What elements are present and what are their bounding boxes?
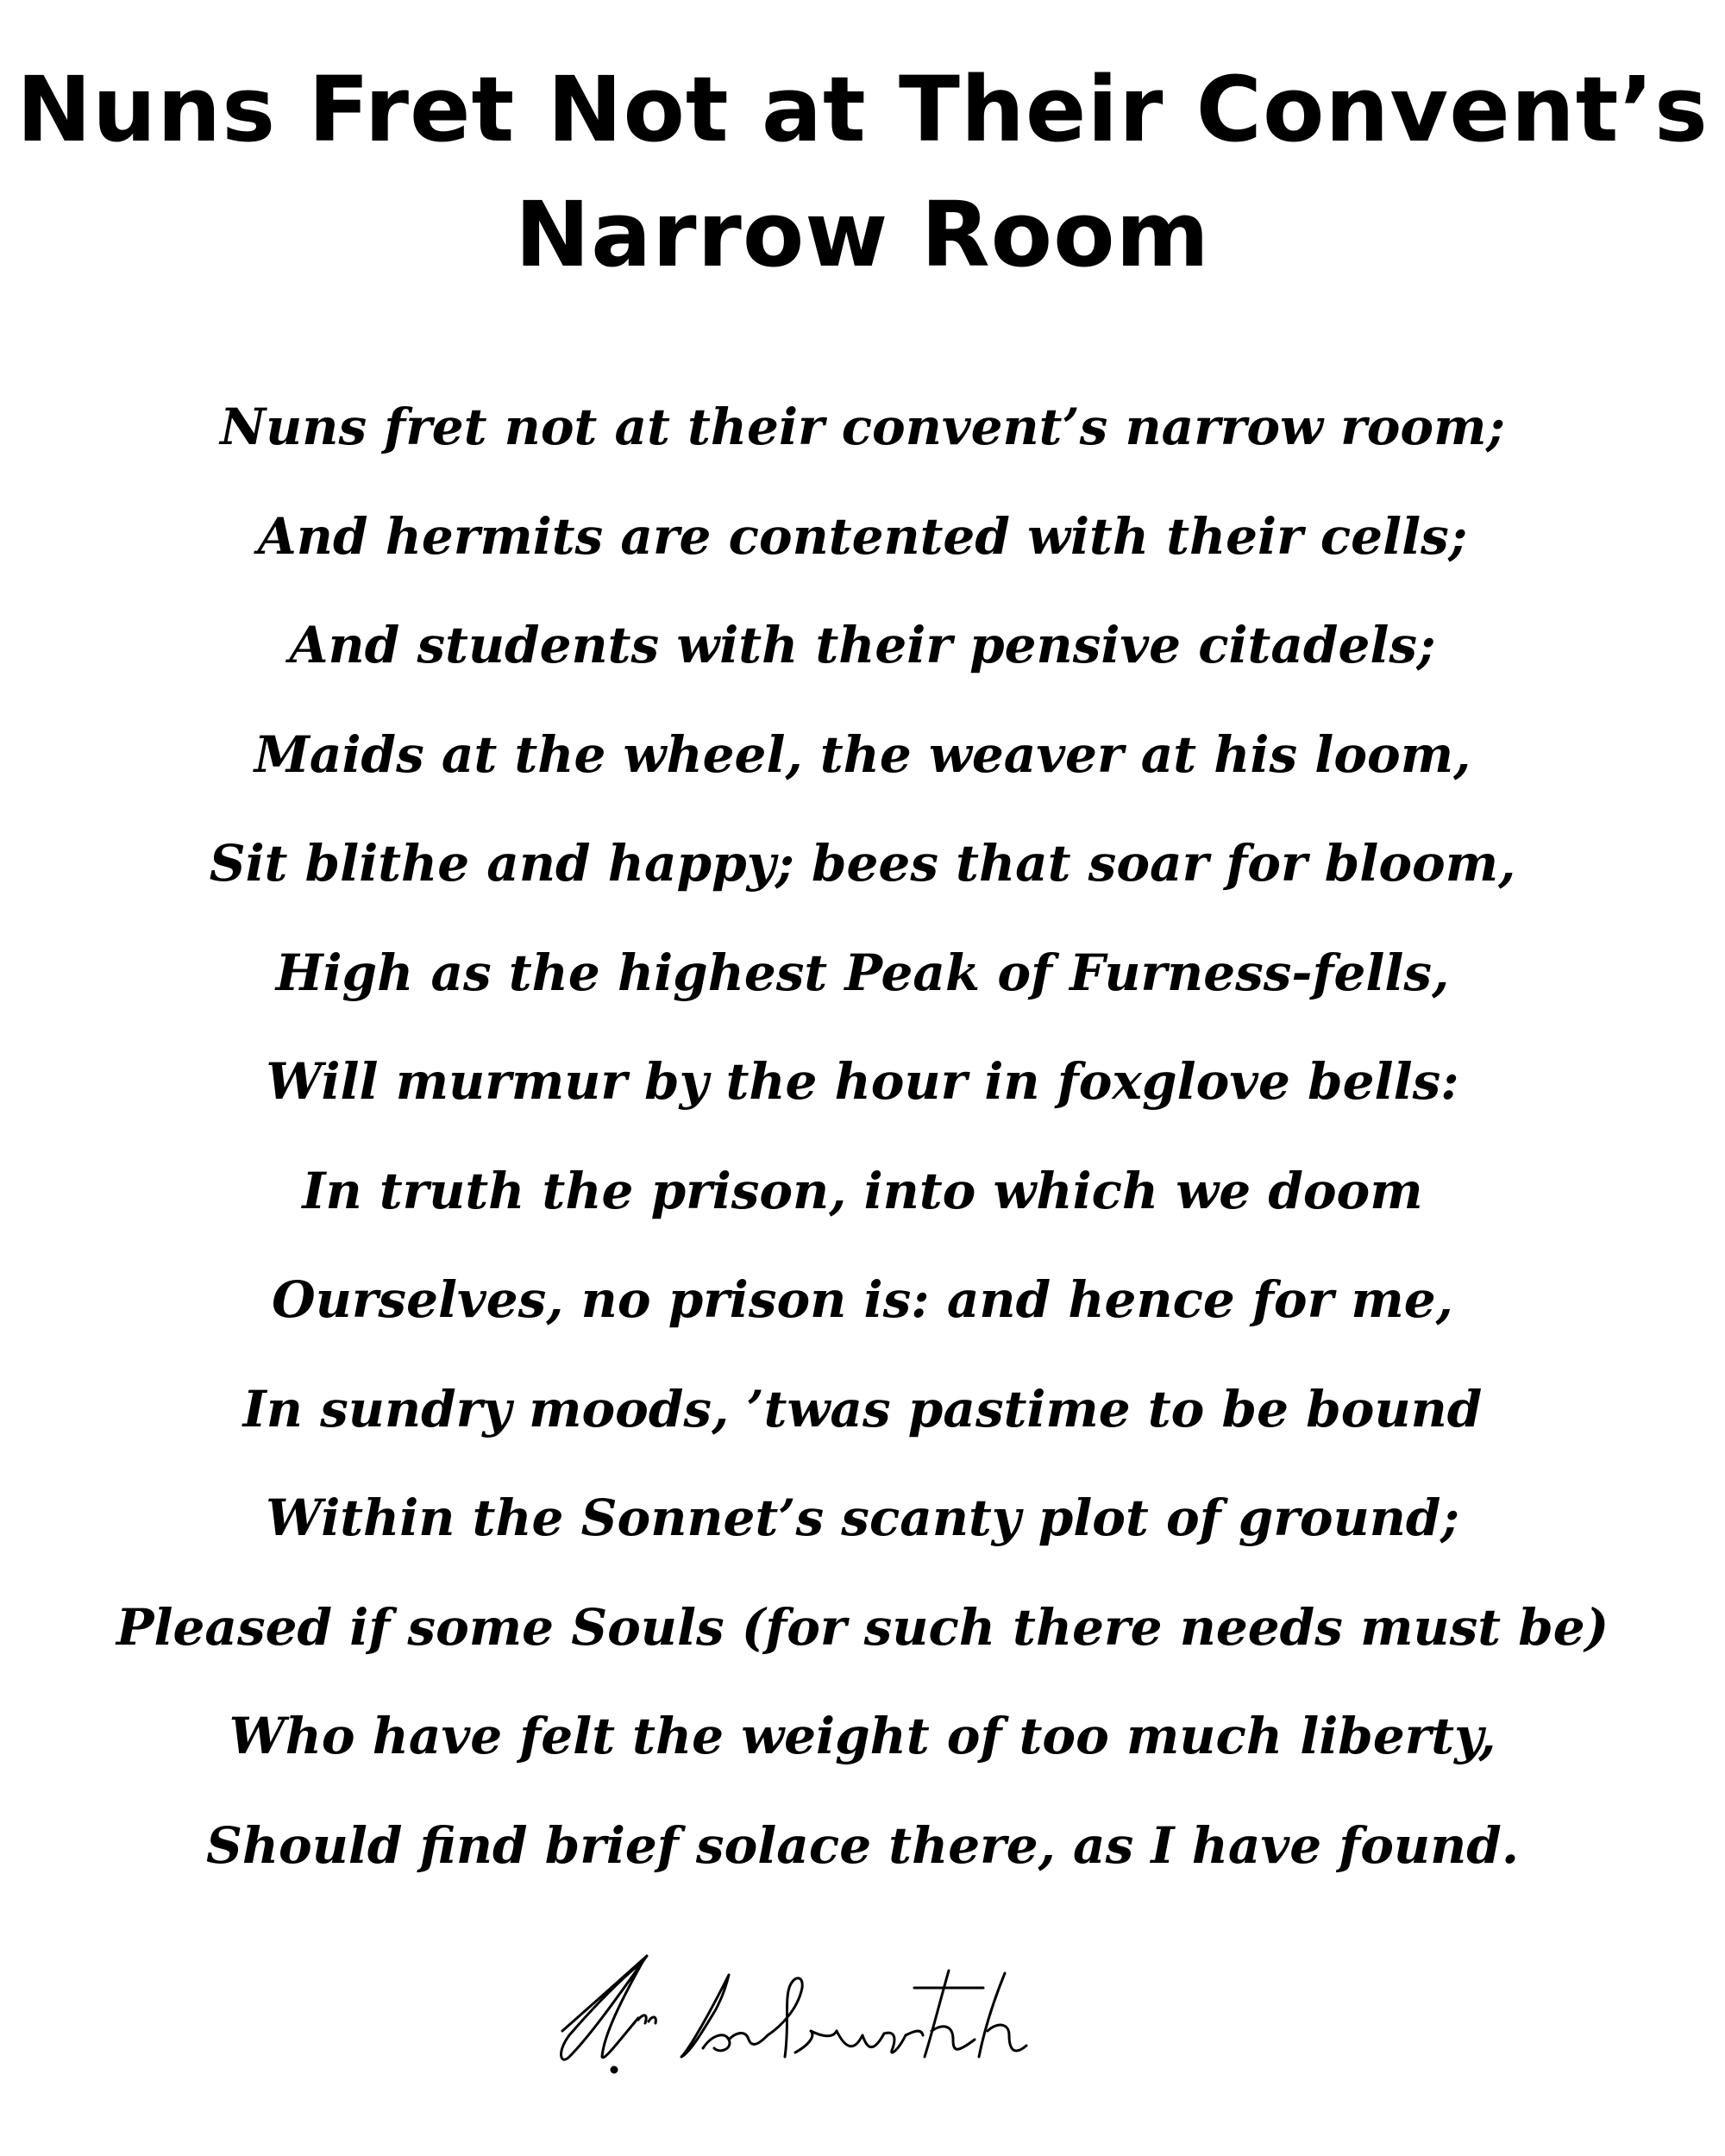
- poem-line: High as the highest Peak of Furness-fells,: [275, 943, 1450, 1002]
- poem-line: In truth the prison, into which we doom: [302, 1161, 1423, 1220]
- poem-title: [0, 47, 1725, 298]
- poem-line: Who have felt the weight of too much liberty,: [229, 1707, 1496, 1765]
- poem-body: [0, 373, 1725, 1900]
- poem-line: Ourselves, no prison is: and hence for me,: [272, 1270, 1453, 1329]
- poem-line: Will murmur by the hour in foxglove bells:: [266, 1052, 1459, 1111]
- poem-line: And students with their pensive citadels;: [289, 616, 1436, 674]
- poem-line: In sundry moods, ’twas pastime to be bound: [242, 1379, 1483, 1438]
- poem-line: Nuns fret not at their convent’s narrow room;: [220, 398, 1505, 456]
- poem-title-line-1: Nuns Fret Not at Their Convent’s: [16, 57, 1709, 162]
- poem-line: Sit blithe and happy; bees that soar for bloom,: [209, 834, 1516, 893]
- poem-line: Maids at the wheel, the weaver at his loom,: [254, 724, 1471, 784]
- poem-line: And hermits are contented with their cells;: [257, 506, 1468, 566]
- signature-icon: [552, 1949, 1208, 2096]
- poem-line: Pleased if some Souls (for such there needs must be): [116, 1597, 1609, 1657]
- poem-line: Should find brief solace there, as I have found.: [205, 1815, 1520, 1875]
- poem-title-line-2: Narrow Room: [515, 182, 1210, 287]
- poem-line: Within the Sonnet’s scanty plot of ground;: [266, 1489, 1459, 1547]
